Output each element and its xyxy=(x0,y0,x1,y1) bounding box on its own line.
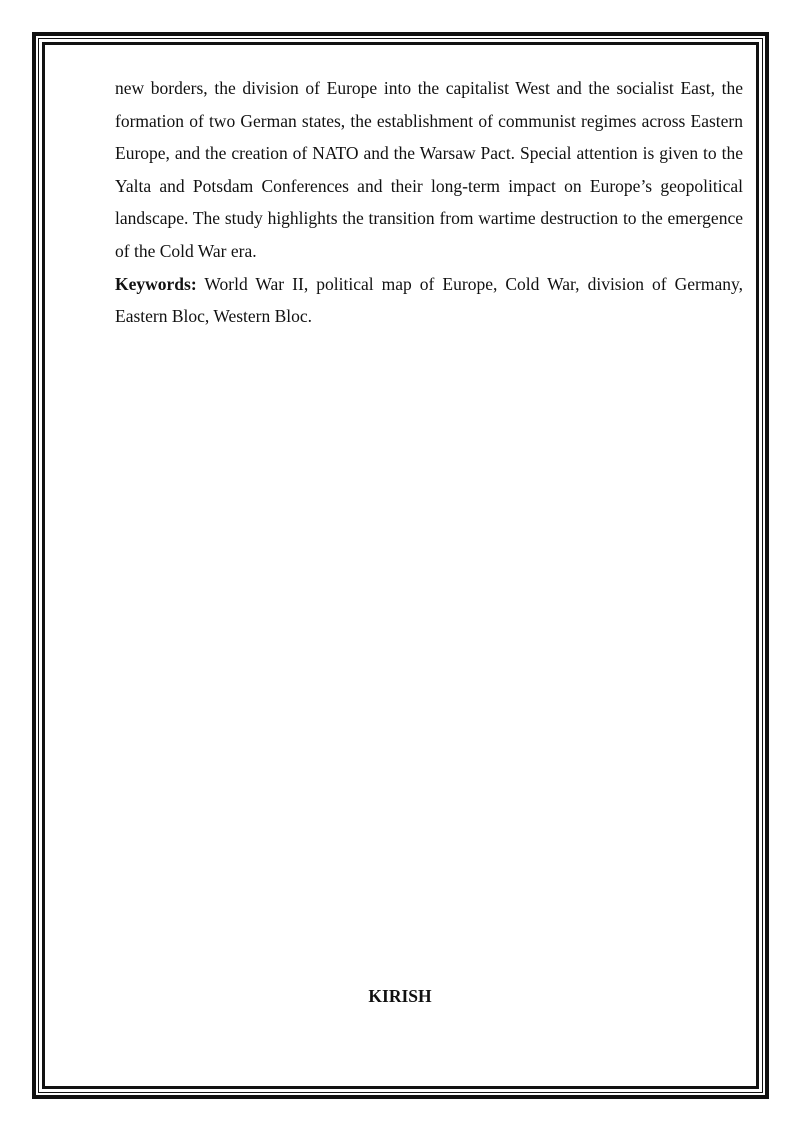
abstract-paragraph: new borders, the division of Europe into the capitalist West and the socialist East, the formation of two German states, the establishment of communist regimes across Eastern Europe, and the creation of NATO and the Warsaw Pact. Special attention is given to the Yalta and Potsdam Conferences and their long-term impact on Europe’s geopolitical landscape. The study highlights the transition from wartime destruction to the emergence of the Cold War era. xyxy=(115,78,743,261)
keywords-paragraph xyxy=(115,268,743,333)
section-heading: KIRISH xyxy=(368,986,432,1006)
page-content xyxy=(115,72,743,333)
keywords-text: World War II, political map of Europe, Cold War, division of Germany, Eastern Bloc, Western Bloc. xyxy=(115,273,743,327)
keywords-label: Keywords: xyxy=(115,273,197,294)
